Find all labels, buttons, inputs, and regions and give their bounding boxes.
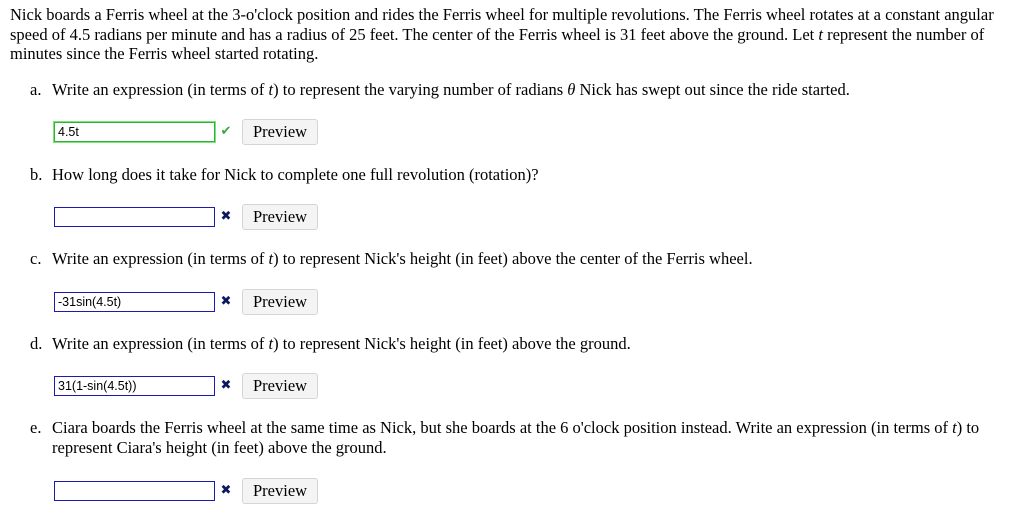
preview-button-c[interactable]: Preview (242, 289, 318, 315)
question-text: Write an expression (in terms of t) to represent the varying number of radians θ Nick has swept out since the ride started. (52, 80, 850, 99)
question-letter: e. (30, 418, 42, 437)
preview-button-d[interactable]: Preview (242, 373, 318, 399)
preview-button-a[interactable]: Preview (242, 119, 318, 145)
x-icon: ✖ (220, 483, 232, 498)
problem-statement: Nick boards a Ferris wheel at the 3-o'clock position and rides the Ferris wheel for multiple revolutions. The Ferris wheel rotates at a constant angular speed of 4.5 radians per minute and has a radius of 25 feet. The center of the Ferris wheel is 31 feet above the ground. Let t represent the number of minutes since the Ferris wheel started rotating. (10, 5, 994, 63)
question-text: How long does it take for Nick to complete one full revolution (rotation)? (52, 165, 539, 184)
question-text: Write an expression (in terms of t) to represent Nick's height (in feet) above the ground. (52, 334, 631, 353)
question-text: Write an expression (in terms of t) to represent Nick's height (in feet) above the center of the Ferris wheel. (52, 249, 753, 268)
question-c (30, 249, 1015, 269)
question-e (30, 418, 1015, 457)
question-letter: a. (30, 80, 42, 99)
question-letter: b. (30, 165, 43, 184)
x-icon: ✖ (220, 378, 232, 393)
check-icon: ✔ (220, 124, 232, 139)
question-d (30, 334, 1015, 354)
answer-input-b[interactable] (54, 207, 215, 227)
answer-input-a[interactable] (54, 122, 215, 142)
answer-input-d[interactable] (54, 376, 215, 396)
answer-input-e[interactable] (54, 481, 215, 501)
answer-input-c[interactable] (54, 292, 215, 312)
question-b (30, 165, 1015, 185)
x-icon: ✖ (220, 294, 232, 309)
question-text: Ciara boards the Ferris wheel at the same time as Nick, but she boards at the 6 o'clock position instead. Write an expression (in terms of t) to represent Ciara's height (in feet) above the ground. (52, 418, 980, 457)
variable-t: t (818, 24, 823, 44)
preview-button-e[interactable]: Preview (242, 478, 318, 504)
question-letter: d. (30, 334, 43, 353)
question-a (30, 80, 1015, 100)
question-letter: c. (30, 249, 42, 268)
x-icon: ✖ (220, 209, 232, 224)
preview-button-b[interactable]: Preview (242, 204, 318, 230)
